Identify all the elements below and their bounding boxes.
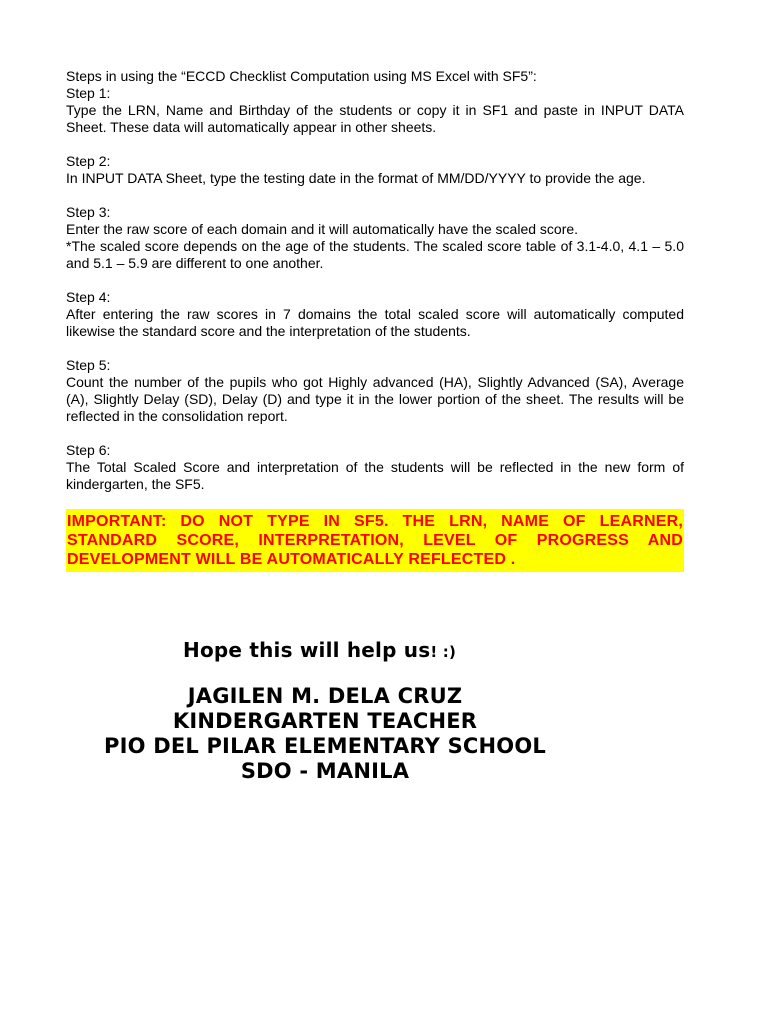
step-title: Step 6: xyxy=(66,442,111,458)
step-text: Enter the raw score of each domain and it will automatically have the scaled score. xyxy=(66,221,579,237)
step-title: Step 5: xyxy=(66,357,111,373)
step-title: Step 3: xyxy=(66,204,111,220)
step-text: After entering the raw scores in 7 domains the total scaled score will automatically computed likewise the standard score and the interpretation of the students. xyxy=(66,306,684,339)
step-body xyxy=(66,170,684,187)
step-title: Step 1: xyxy=(66,85,111,101)
hope-smile: ! :) xyxy=(430,643,457,661)
important-notice: IMPORTANT: DO NOT TYPE IN SF5. THE LRN, NAME OF LEARNER, STANDARD SCORE, INTERPRETATION, LEVEL OF PROGRESS AND DEVELOPMENT WILL BE AUTOMATICALLY REFLECTED . xyxy=(66,509,684,572)
hope-message xyxy=(183,636,456,666)
step-3 xyxy=(66,204,684,272)
school-name: PIO DEL PILAR ELEMENTARY SCHOOL xyxy=(104,734,546,758)
step-body xyxy=(66,374,684,425)
hope-text: Hope this will help us xyxy=(183,638,431,662)
division-name: SDO - MANILA xyxy=(240,759,410,783)
step-5 xyxy=(66,357,684,425)
step-text: The Total Scaled Score and interpretation of the students will be reflected in the new form of kindergarten, the SF5. xyxy=(66,459,684,492)
step-1 xyxy=(66,85,684,136)
document-body xyxy=(66,68,684,572)
signature-block xyxy=(90,684,560,784)
step-4 xyxy=(66,289,684,340)
author-name: JAGILEN M. DELA CRUZ xyxy=(187,684,463,708)
document-intro: Steps in using the “ECCD Checklist Computation using MS Excel with SF5”: xyxy=(66,68,537,84)
author-position: KINDERGARTEN TEACHER xyxy=(172,709,478,733)
step-title: Step 2: xyxy=(66,153,111,169)
step-body xyxy=(66,459,684,493)
step-6 xyxy=(66,442,684,493)
step-text: In INPUT DATA Sheet, type the testing date in the format of MM/DD/YYYY to provide the age. xyxy=(66,170,646,186)
step-text: Count the number of the pupils who got Highly advanced (HA), Slightly Advanced (SA), Average (A), Slightly Delay (SD), Delay (D) and type it in the lower portion of the sheet. The results will be reflected in the consolidation report. xyxy=(66,374,684,424)
step-body xyxy=(66,221,684,272)
step-title: Step 4: xyxy=(66,289,111,305)
step-text: Type the LRN, Name and Birthday of the students or copy it in SF1 and paste in INPUT DATA Sheet. These data will automatically appear in other sheets. xyxy=(66,102,684,135)
step-note: *The scaled score depends on the age of the students. The scaled score table of 3.1-4.0, 4.1 – 5.0 and 5.1 – 5.9 are different to one another. xyxy=(66,238,684,271)
step-body xyxy=(66,102,684,136)
step-2 xyxy=(66,153,684,187)
step-body xyxy=(66,306,684,340)
